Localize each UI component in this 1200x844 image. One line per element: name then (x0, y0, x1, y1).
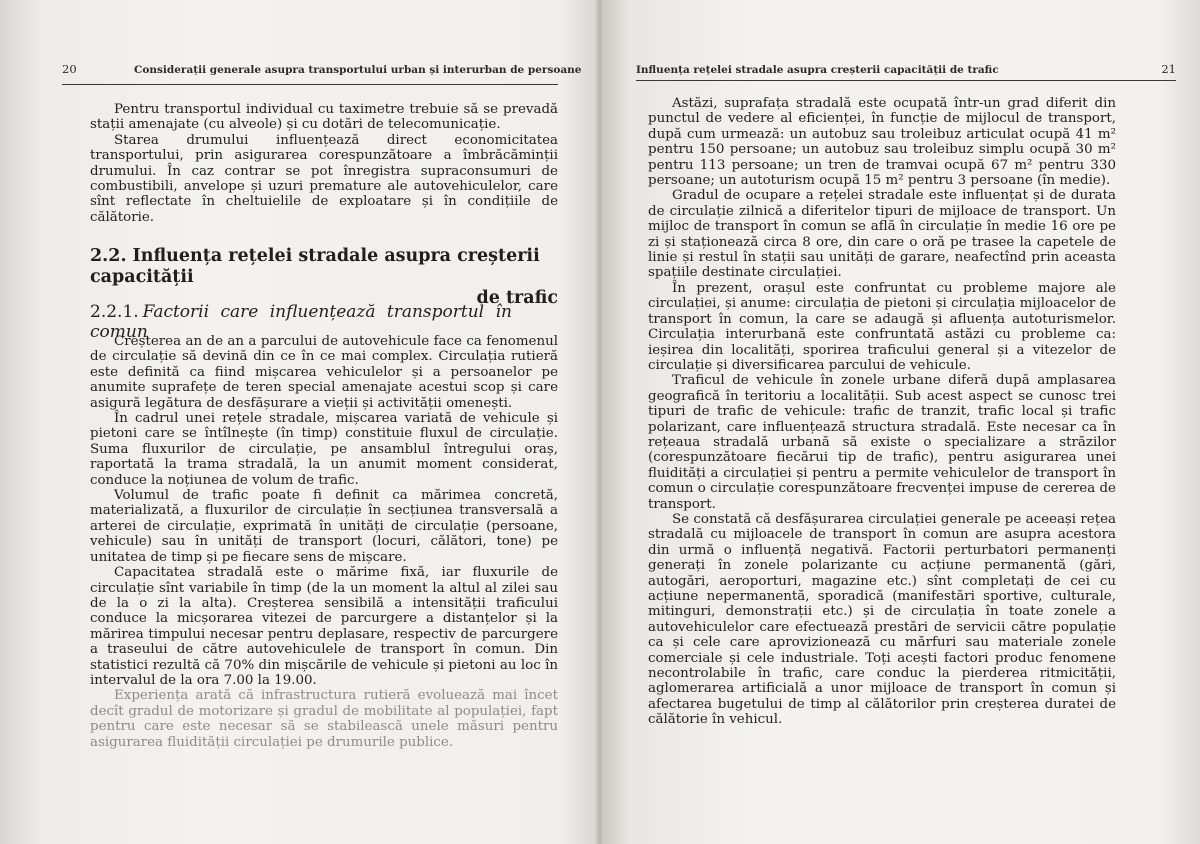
left-running-head-title: Considerații generale asupra transportului urban și interurban de persoane (134, 64, 582, 76)
paragraph: Traficul de vehicule în zonele urbane diferă după amplasarea geografică în teritoriu a localității. Sub acest aspect se cunosc trei tipuri de trafic de vehicule: trafic de tranzit, trafic local și trafic polarizant, care influențează structura stradală. Este necesar ca în rețeaua stradală urbană să existe o specializare a străzilor (corespunzătoare fiecărui tip de trafic), pentru asigurarea unei fluidități a circulației și pentru a permite vehiculelor de transport în comun o circulație corespunzătoare frecvenței impuse de cererea de transport. (648, 373, 1116, 512)
right-body-text (648, 96, 1116, 728)
left-intro-text (90, 102, 558, 225)
section-title-line1: Influența rețelei stradale asupra creșterii capacității (90, 246, 540, 287)
paragraph: Experiența arată că infrastructura rutieră evoluează mai încet decît gradul de motorizare și gradul de mobilitate al populației, fapt pentru care este necesar să se stabilească unele măsuri pentru asigurarea fluidității circulației pe drumurile publice. (90, 688, 558, 750)
paragraph: Volumul de trafic poate fi definit ca mărimea concretă, materializată, a fluxurilor de circulație în secțiunea transversală a arterei de circulație, exprimată în unități de circulație (persoane, vehicule) sau în unități de transport (locuri, călători, tone) pe unitatea de timp și pe fiecare sens de mișcare. (90, 488, 558, 565)
section-heading (90, 246, 558, 309)
right-head-rule (636, 80, 1176, 81)
subsection-number: 2.2.1. (90, 302, 139, 322)
left-page-number: 20 (62, 62, 77, 76)
paragraph: Starea drumului influențează direct economicitatea transportului, prin asigurarea corespunzătoare a îmbrăcăminții drumului. În caz contrar se pot înregistra supraconsumuri de combustibili, anvelope și uzuri premature ale autovehiculelor, care sînt reflectate în cheltuielile de exploatare și în condițiile de călătorie. (90, 132, 558, 225)
paragraph: Se constată că desfășurarea circulației generale pe aceeași rețea stradală cu mijloacele de transport în comun are asupra acestora din urmă o influență negativă. Factorii perturbatori permanenți generați în zonele polarizante cu acțiune permanentă (gări, autogări, aeroporturi, magazine etc.) sînt completați de cei cu acțiune nepermanentă, sporadică (manifestări sportive, culturale, mitinguri, demonstrații etc.) și de circulația în toate zonele a autovehiculelor care efectuează prestări de servicii către populație ca și cele care aprovizionează cu mărfuri sau materiale zonele comerciale și cele industriale. Toți acești factori produc fenomene necontrolabile în trafic, care conduc la pierderea ritmicității, aglomerarea artificială a unor mijloace de transport în comun și afectarea bugetului de timp al călătorilor prin creșterea duratei de călătorie în vehicul. (648, 511, 1116, 728)
paragraph: Gradul de ocupare a rețelei stradale este influențat și de durata de circulație zilnică a diferitelor tipuri de mijloace de transport. Un mijloc de transport în comun se află în circulație în medie 16 ore pe zi și staționează circa 8 ore, din care o oră pe trasee la capetele de linie și restul în stații sau unități de garare, neafectînd prin aceasta spațiile destinate circulației. (648, 188, 1116, 281)
right-running-head-title: Influența rețelei stradale asupra creșterii capacității de trafic (636, 64, 999, 76)
paragraph: În cadrul unei rețele stradale, mișcarea variată de vehicule și pietoni care se întîlnește (în timp) constituie fluxul de circulație. Suma fluxurilor de circulație, pe ansamblul întregului oraș, raportată la trama stradală, la un anumit moment considerat, conduce la noțiunea de volum de trafic. (90, 411, 558, 488)
left-body-text (90, 334, 558, 750)
paragraph: Creșterea an de an a parcului de autovehicule face ca fenomenul de circulație să devină din ce în ce mai complex. Circulația rutieră este definită ca fiind mișcarea vehiculelor și a persoanelor pe anumite suprafețe de teren special amenajate acestui scop și care asigură legătura de desfășurare a vieții și activității omenești. (90, 334, 558, 411)
book-gutter (596, 0, 604, 844)
paragraph: Pentru transportul individual cu taximetre trebuie să se prevadă stații amenajate (cu alveole) și cu dotări de telecomunicație. (90, 102, 558, 133)
paragraph: Astăzi, suprafața stradală este ocupată într-un grad diferit din punctul de vedere al eficienței, în funcție de mijlocul de transport, după cum urmează: un autobuz sau troleibuz articulat ocupă 41 m² pentru 150 persoane; un autobuz sau troleibuz simplu ocupă 30 m² pentru 113 persoane; un tren de tramvai ocupă 67 m² pentru 330 persoane; un autoturism ocupă 15 m² pentru 3 persoane (în medie). (648, 96, 1116, 189)
section-title-line2: de trafic (476, 288, 558, 308)
section-number: 2.2. (90, 246, 127, 266)
left-head-rule (62, 84, 558, 85)
subsection-title: Factorii care influențează transportul în comun (90, 302, 512, 342)
right-page-number: 21 (1161, 62, 1176, 76)
paragraph: În prezent, orașul este confruntat cu probleme majore ale circulației, și anume: circulația de pietoni și circulația mijloacelor de transport în comun, la care se adaugă și afluența autoturismelor. Circulația interurbană este confruntată astăzi cu probleme ca: ieșirea din localități, sporirea traficului general și a vitezelor de circulație și diversificarea parcului de vehicule. (648, 280, 1116, 373)
paragraph: Capacitatea stradală este o mărime fixă, iar fluxurile de circulație sînt variabile în timp (de la un moment la altul al zilei sau de la o zi la alta). Creșterea sensibilă a intensității traficului conduce la micșorarea vitezei de parcurgere a distanțelor și la mărirea timpului necesar pentru deplasare, respectiv de parcurgere a traseului de către autovehiculele de transport în comun. Din statistici rezultă că 70% din mișcările de vehicule și pietoni au loc în intervalul de la ora 7.00 la 19.00. (90, 565, 558, 688)
